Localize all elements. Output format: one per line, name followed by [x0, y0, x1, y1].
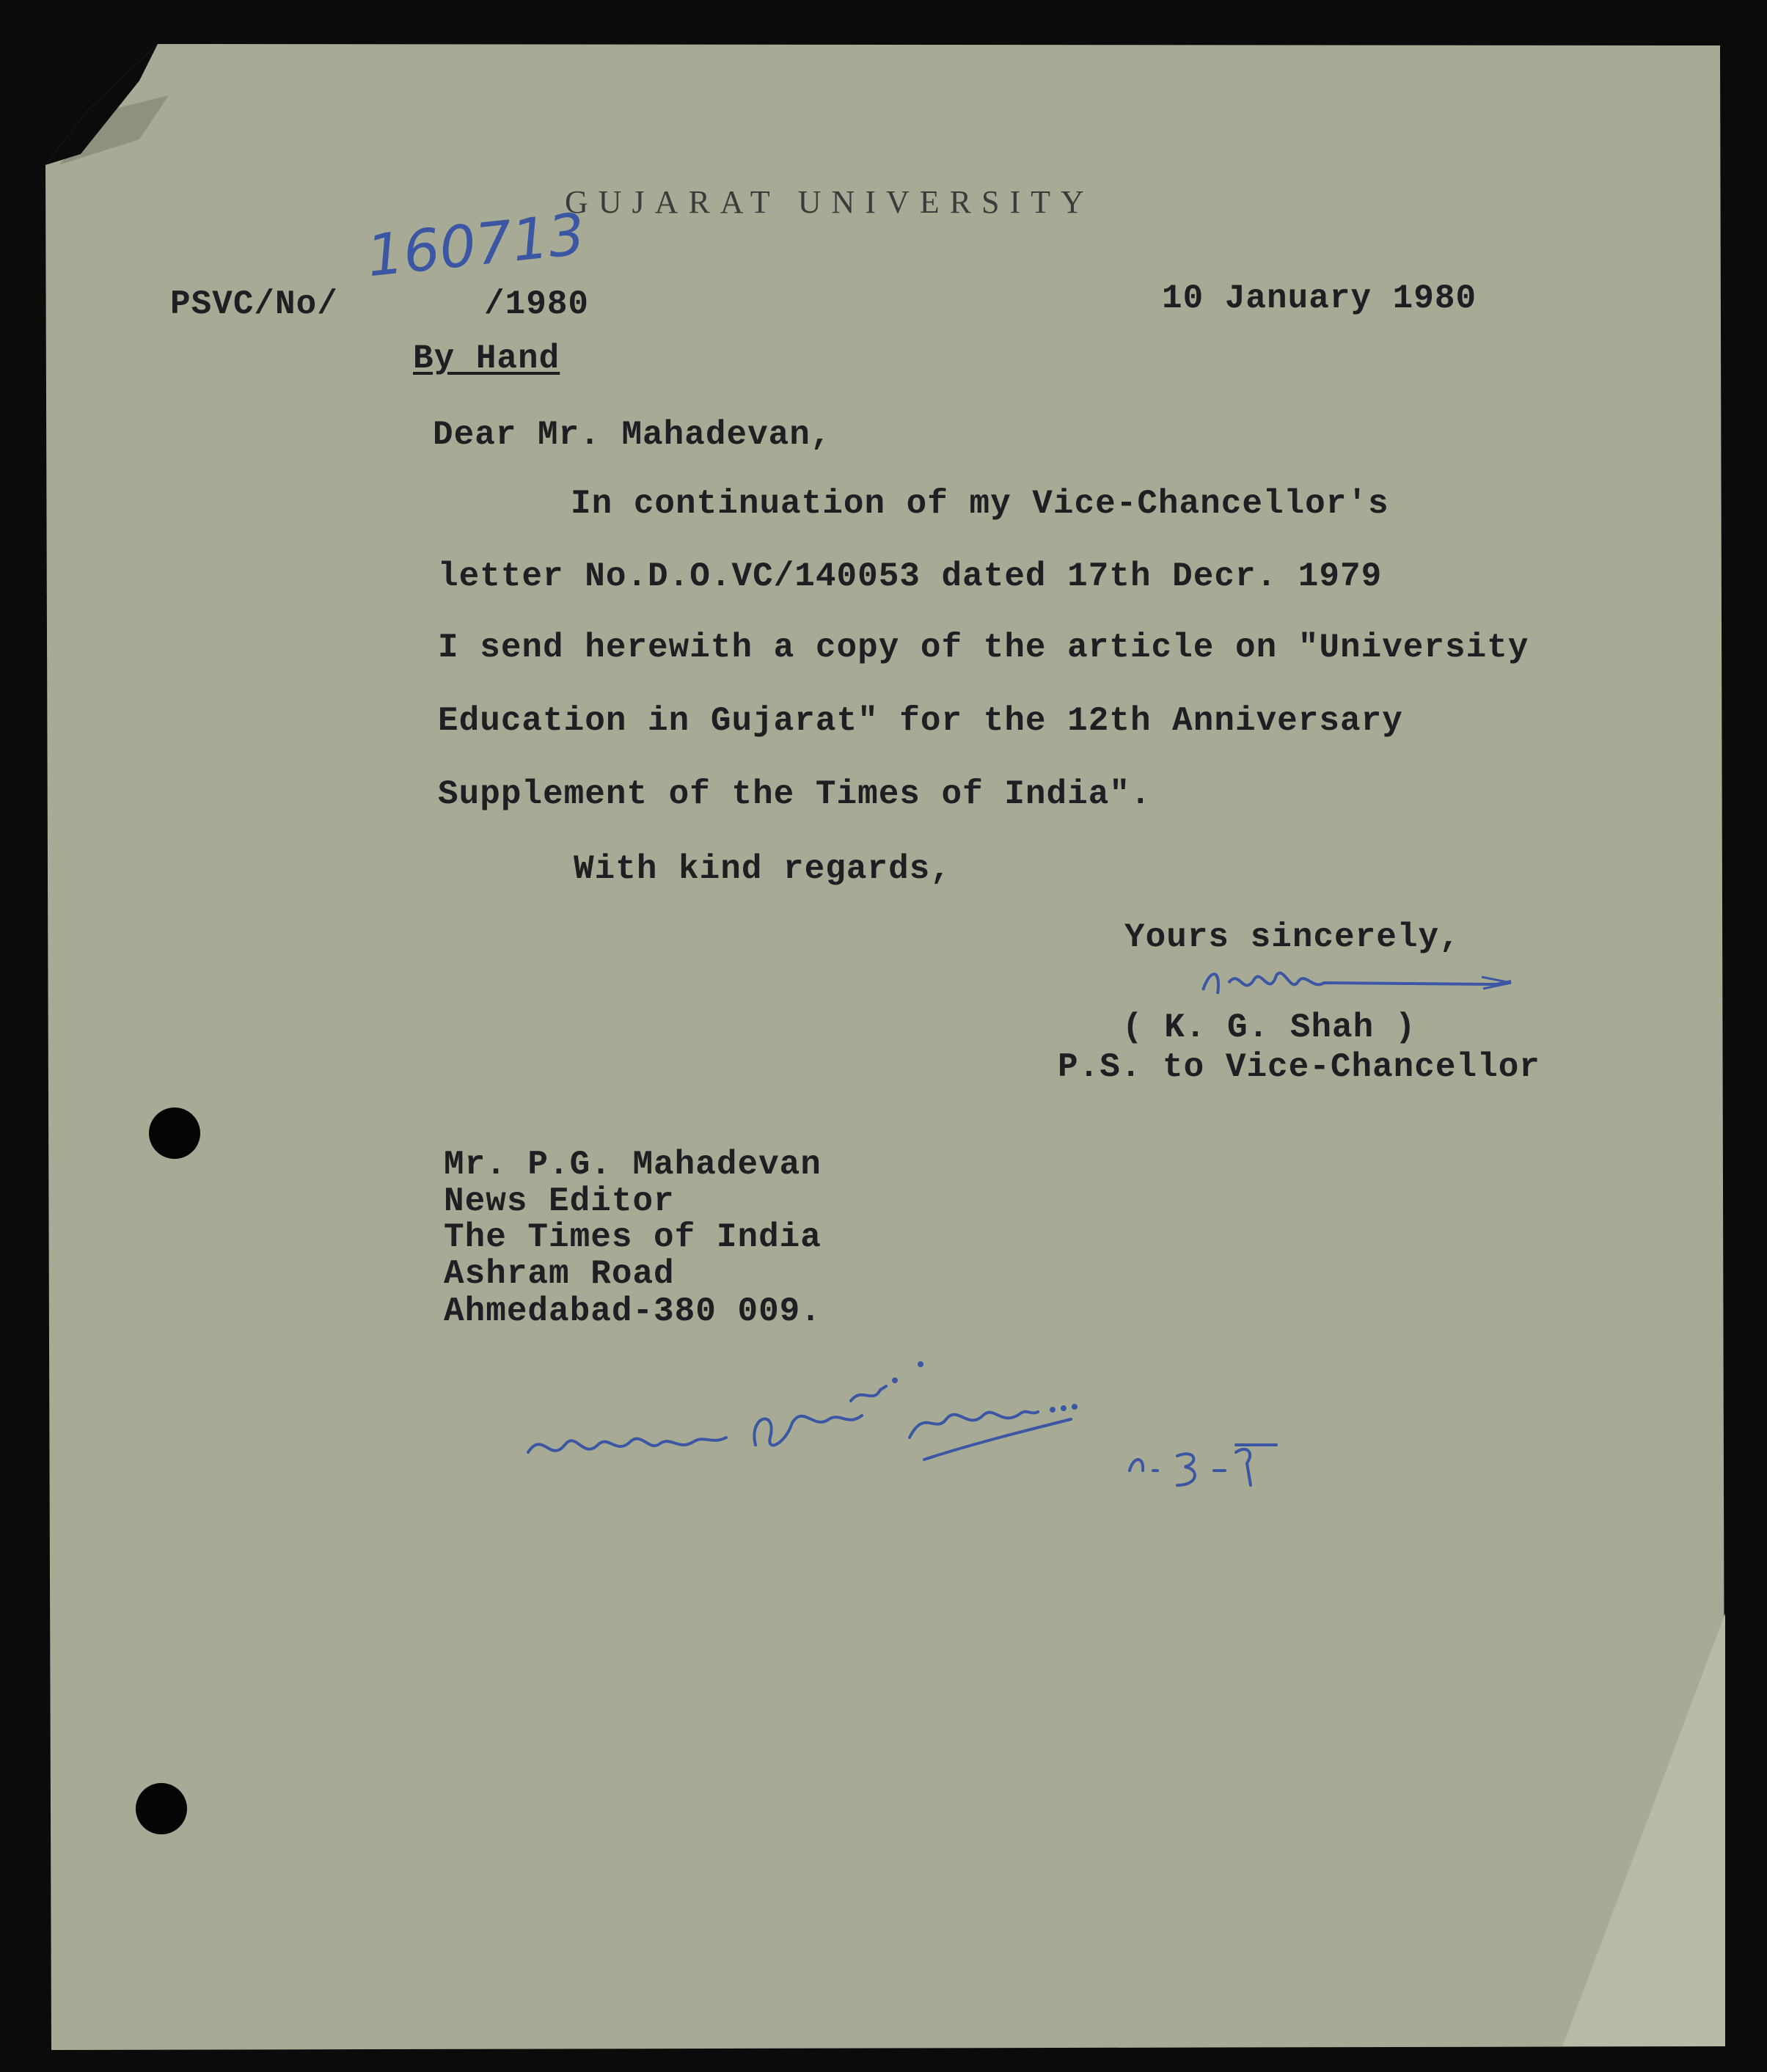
reference-prefix: PSVC/No/ [170, 285, 338, 323]
recipient-line: News Editor [444, 1182, 675, 1220]
recipient-line: Ahmedabad-380 009. [444, 1292, 822, 1330]
body-line: Education in Gujarat" for the 12th Anniversary [438, 702, 1403, 740]
recipient-line: Mr. P.G. Mahadevan [444, 1146, 822, 1184]
reference-suffix: /1980 [484, 285, 590, 323]
letter-date: 10 January 1980 [1162, 279, 1477, 318]
closing-regards: With kind regards, [574, 850, 951, 888]
recipient-line: Ashram Road [444, 1255, 675, 1293]
letterhead: GUJARAT UNIVERSITY [565, 184, 1094, 220]
salutation: Dear Mr. Mahadevan, [433, 416, 832, 454]
punch-hole-lower [136, 1783, 187, 1834]
body-line: In continuation of my Vice-Chancellor's [571, 485, 1389, 523]
signoff-name: ( K. G. Shah ) [1122, 1008, 1416, 1047]
punch-hole-upper [149, 1108, 200, 1159]
delivery-note: By Hand [413, 340, 560, 378]
signoff-title: P.S. to Vice-Chancellor [1058, 1048, 1540, 1086]
body-line: I send herewith a copy of the article on "University [438, 629, 1529, 667]
body-line: letter No.D.O.VC/140053 dated 17th Decr. 1979 [438, 557, 1383, 596]
recipient-line: The Times of India [444, 1218, 822, 1256]
handwritten-reference-number: 160713 [364, 201, 588, 290]
body-line: Supplement of the Times of India". [438, 775, 1152, 813]
handwritten-annotation-icon [513, 1335, 1320, 1504]
signature-icon [1188, 953, 1526, 1012]
signoff-closing: Yours sincerely, [1124, 918, 1460, 956]
